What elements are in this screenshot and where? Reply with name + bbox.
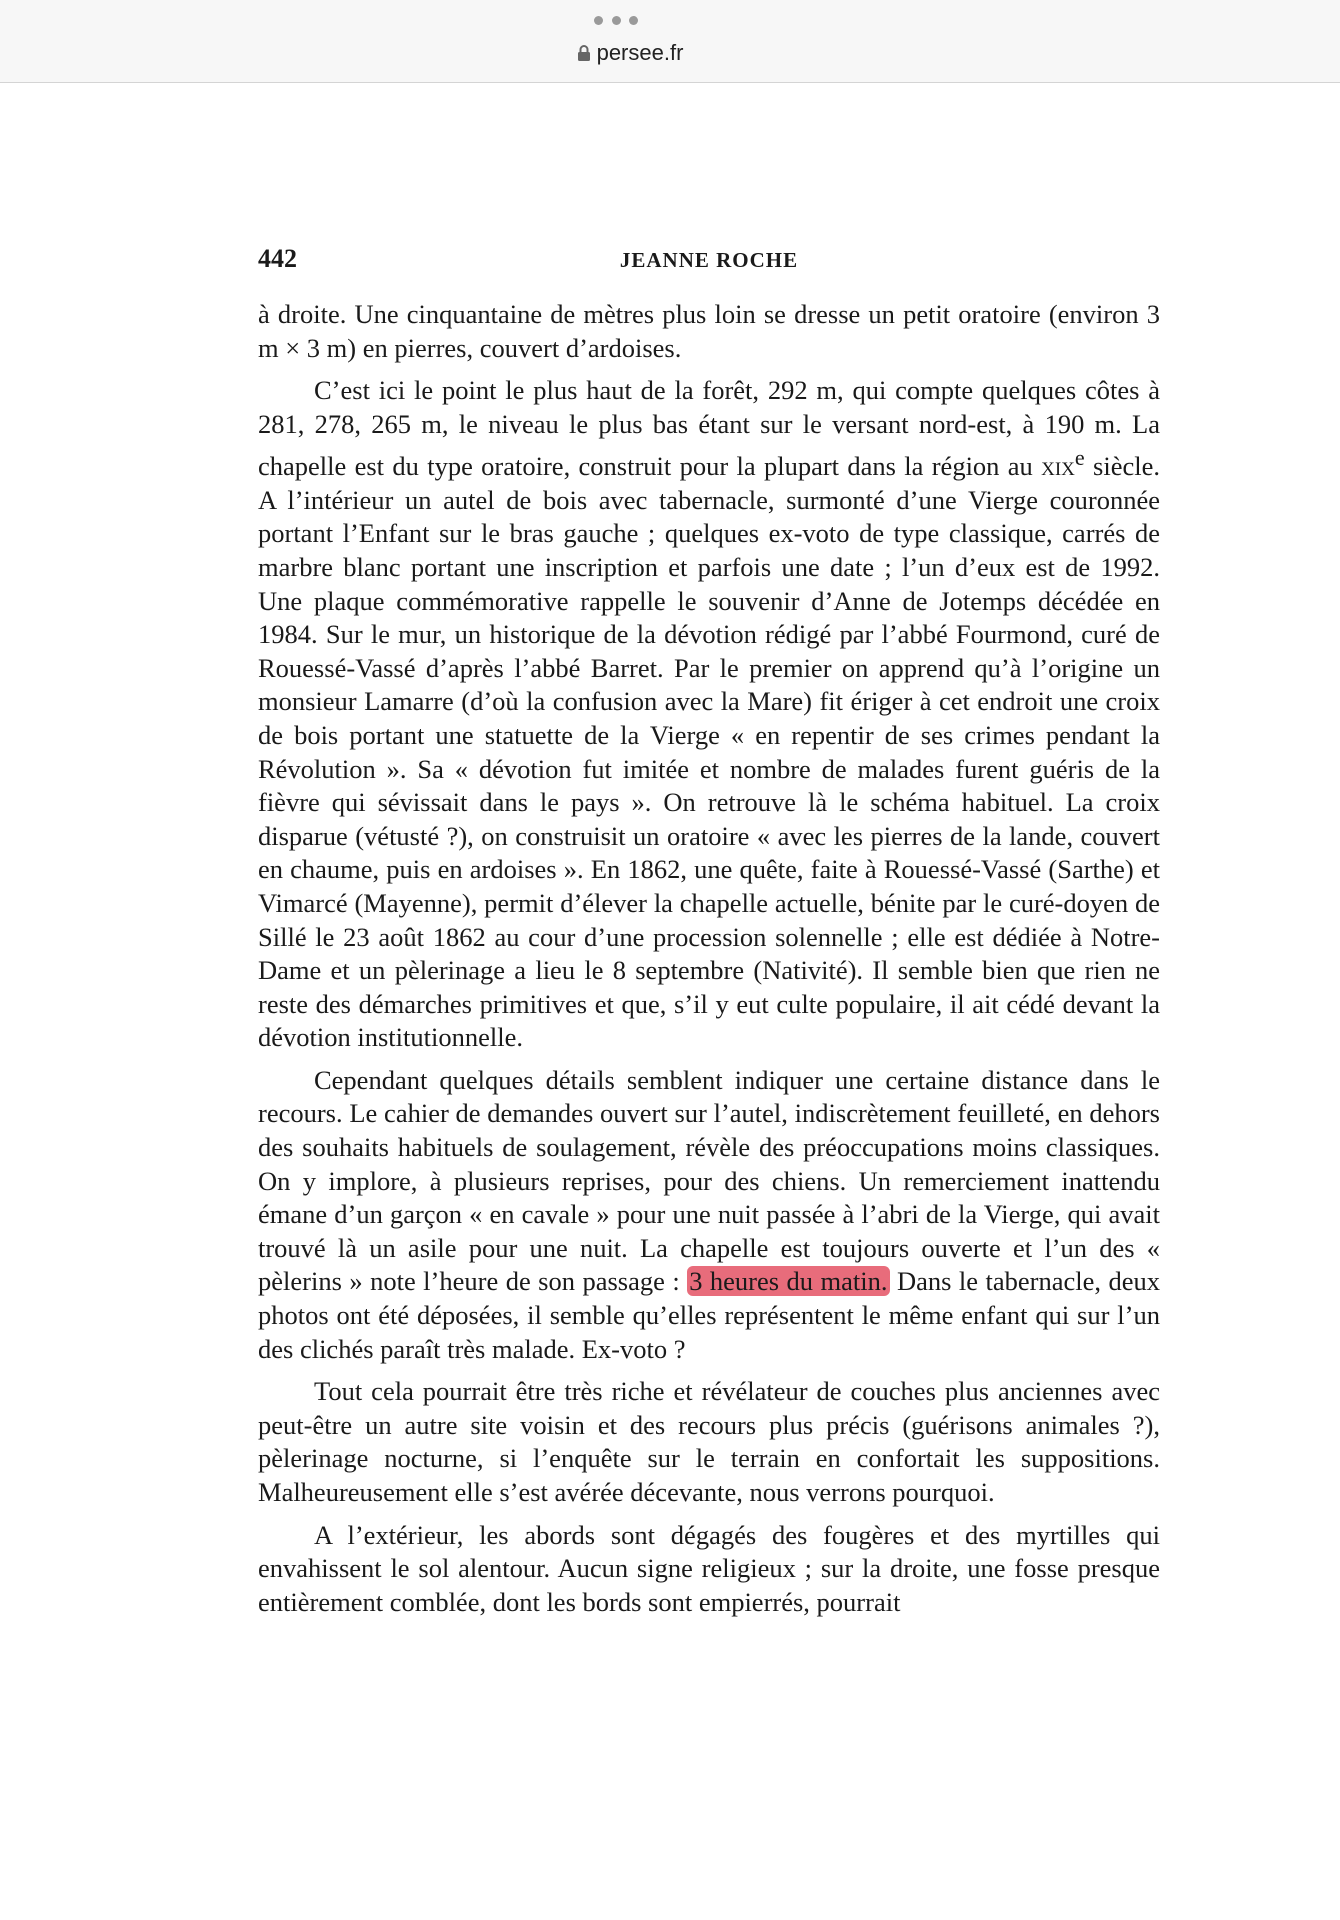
- address-bar[interactable]: [0, 40, 1260, 66]
- lock-icon: [577, 44, 591, 62]
- century-numeral: xix: [1041, 451, 1075, 482]
- page-header: [258, 244, 1160, 280]
- url-text: persee.fr: [596, 40, 684, 65]
- paragraph-2: C’est ici le point le plus haut de la forêt, 292 m, qui compte quelques côtes à 281, 278, 265 m, le niveau le plus bas étant sur le versant nord-est, à 190 m. La chapelle est du type oratoire, construit pour la plupart dans la région au xix$^e$ siècle. A l’intérieur un autel de bois avec tabernacle, surmonté d’une Vierge couronnée portant l’Enfant sur le bras gauche ; quelques ex-voto de type classique, carrés de marbre blanc portant une inscription et parfois une date ; l’un d’eux est de 1992. Une plaque commémorative rappelle le souvenir d’Anne de Jotemps décédée en 1984. Sur le mur, un historique de la dévotion rédigé par l’abbé Fourmond, curé de Rouessé-Vassé d’après l’abbé Barret. Par le premier on apprend qu’à l’origine un monsieur Lamarre (d’où la confusion avec la Mare) fit ériger à cet endroit une croix de bois portant une statuette de la Vierge « en repentir de ses crimes pendant la Révolution ». Sa « dévotion fut imitée et nombre de malades furent guéris de la fièvre qui sévissait dans le pays ». On retrouve là le schéma habituel. La croix disparue (vétusté ?), on construisit un oratoire « avec les pierres de la lande, couvert en chaume, puis en ardoises ». En 1862, une quête, faite à Rouessé-Vassé (Sarthe) et Vimarcé (Mayenne), permit d’élever la chapelle actuelle, bénite par le curé-doyen de Sillé le 23 août 1862 au cour d’une procession solennelle ; elle est dédiée à Notre-Dame et un pèlerinage a lieu le 8 septembre (Nativité). Il semble bien que rien ne reste des démarches primitives et que, s’il y eut culte populaire, il ait cédé devant la dévotion institutionnelle.: [258, 375, 1160, 1053]
- paragraph-4: Tout cela pourrait être très riche et révélateur de couches plus anciennes avec peut-être un autre site voisin et des recours plus précis (guérisons animales ?), pèlerinage nocturne, si l’enquête sur le terrain en confortait les suppositions. Malheureusement elle s’est avérée décevante, nous verrons pourquoi.: [258, 1376, 1160, 1508]
- highlighted-text: 3 heures du matin.: [689, 1266, 888, 1297]
- running-head: JEANNE ROCHE: [619, 248, 799, 272]
- paragraph-1: à droite. Une cinquantaine de mètres plus loin se dresse un petit oratoire (environ 3 m × 3 m) en pierres, couvert d’ardoises.: [258, 299, 1160, 363]
- page-number: 442: [258, 244, 297, 273]
- document-body: [258, 298, 1160, 1628]
- browser-toolbar: [0, 0, 1340, 83]
- paragraph-3: Cependant quelques détails semblent indiquer une certaine distance dans le recours. Le cahier de demandes ouvert sur l’autel, indiscrètement feuilleté, en dehors des souhaits habituels de soulagement, révèle des préoccupations moins classiques. On y implore, à plusieurs reprises, pour des chiens. Un remerciement inattendu émane d’un garçon « en cavale » pour une nuit passée à l’abri de la Vierge, qui avait trouvé là un asile pour une nuit. La chapelle est toujours ouverte et l’un des « pèlerins » note l’heure de son passage : 3 heures du matin. Dans le tabernacle, deux photos ont été déposées, il semble qu’elles représentent le même enfant qui sur l’un des clichés paraît très malade. Ex-voto ?: [258, 1064, 1160, 1364]
- paragraph-5: A l’extérieur, les abords sont dégagés des fougères et des myrtilles qui envahissent le sol alentour. Aucun signe religieux ; sur la droite, une fosse presque entièrement comblée, dont les bords sont empierrés, pourrait: [258, 1519, 1160, 1617]
- more-options-icon[interactable]: [594, 16, 638, 26]
